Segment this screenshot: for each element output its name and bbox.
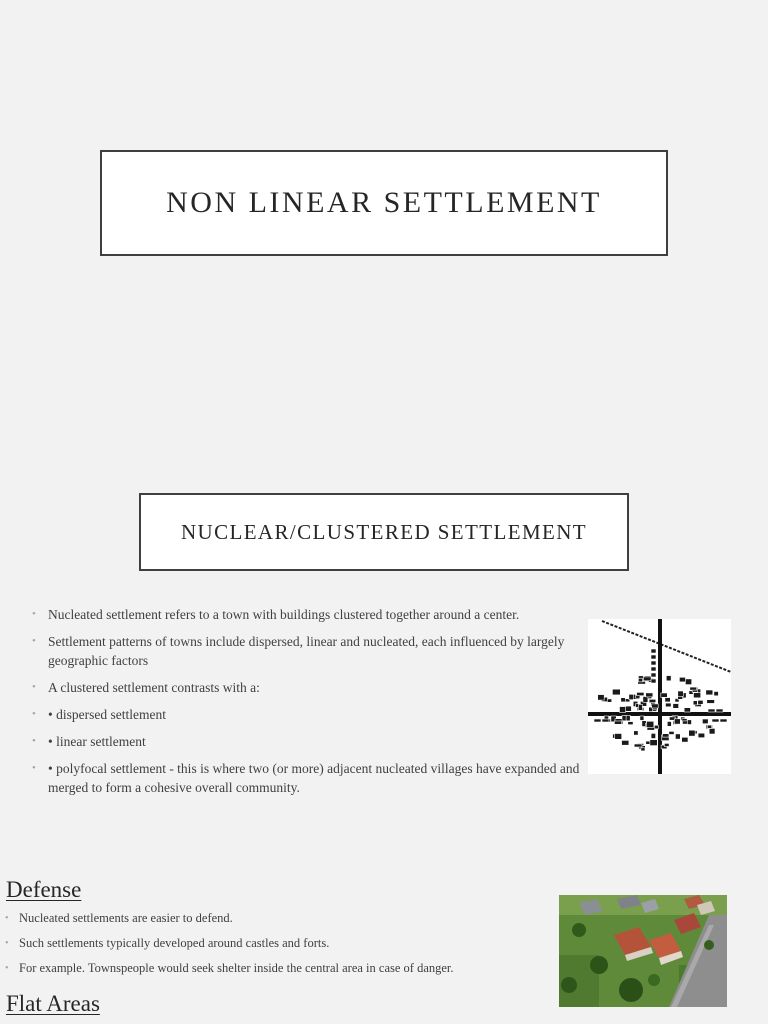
bullet-dot-icon: •	[32, 762, 36, 774]
house-mark	[693, 701, 697, 705]
house-mark	[674, 719, 680, 724]
list-item	[4, 910, 544, 927]
house-mark	[634, 731, 638, 735]
slide-heading: NUCLEAR/CLUSTERED SETTLEMENT	[180, 519, 588, 544]
bullet-dot-icon: •	[5, 963, 9, 974]
bullet-dot-icon: •	[5, 938, 9, 949]
title-box	[100, 150, 668, 256]
house-mark	[707, 700, 715, 704]
heading-box	[139, 493, 629, 571]
house-mark	[665, 698, 670, 702]
nucleated-settlement-diagram	[588, 619, 731, 774]
house-mark	[650, 740, 657, 746]
list-item	[30, 632, 585, 670]
house-mark	[614, 721, 621, 724]
house-mark	[612, 689, 620, 695]
house-mark	[690, 687, 697, 690]
house-mark	[594, 719, 601, 722]
house-mark	[621, 698, 626, 702]
list-item	[4, 960, 544, 977]
house-mark	[651, 655, 656, 659]
house-mark	[622, 715, 626, 720]
house-mark	[637, 692, 644, 695]
house-mark	[666, 703, 672, 707]
house-mark	[694, 693, 701, 698]
house-mark	[652, 704, 659, 708]
house-mark	[712, 719, 719, 722]
house-mark	[708, 709, 715, 712]
bullet-dot-icon: •	[32, 635, 36, 647]
defense-title: Defense	[6, 877, 82, 902]
flat-areas-title: Flat Areas	[6, 991, 100, 1016]
list-item	[4, 935, 544, 952]
house-mark	[698, 700, 703, 704]
slide-title	[0, 0, 768, 433]
house-mark	[651, 661, 656, 665]
house-mark	[615, 734, 622, 740]
house-mark	[666, 676, 671, 681]
bullet-dot-icon: •	[32, 608, 36, 620]
bullet-text: Nucleated settlement refers to a town with buildings clustered together around a center.	[48, 607, 520, 622]
house-mark	[661, 693, 668, 697]
list-item	[30, 678, 585, 697]
bullet-text: • polyfocal settlement - this is where two (or more) adjacent nucleated villages have expanded and merged to form a cohesive overall community.	[48, 761, 580, 795]
slide-nuclear-settlement	[0, 433, 768, 1024]
house-mark	[679, 677, 685, 682]
house-mark	[647, 721, 654, 727]
house-mark	[675, 734, 680, 739]
list-item	[30, 605, 585, 624]
house-mark	[651, 649, 656, 653]
house-mark	[629, 694, 634, 699]
house-mark	[638, 704, 642, 710]
house-mark	[641, 748, 645, 751]
bullet-text: • dispersed settlement	[48, 707, 166, 722]
house-mark	[682, 737, 688, 742]
village-aerial-photo	[559, 895, 727, 1007]
house-mark	[687, 720, 691, 725]
bullet-text: Nucleated settlements are easier to defend.	[19, 911, 233, 925]
main-bullet-list	[30, 605, 585, 805]
house-mark	[667, 722, 671, 727]
house-mark	[628, 722, 633, 725]
house-mark	[714, 692, 719, 696]
bullet-text: • linear settlement	[48, 734, 146, 749]
house-mark	[602, 719, 609, 722]
house-mark	[720, 719, 727, 722]
house-mark	[620, 707, 626, 713]
house-mark	[709, 728, 715, 734]
house-mark	[622, 740, 629, 745]
house-mark	[684, 708, 690, 712]
bullet-dot-icon: •	[5, 913, 9, 924]
house-mark	[664, 743, 669, 746]
house-mark	[685, 679, 691, 685]
house-mark	[640, 716, 644, 720]
defense-bullet-list	[4, 910, 544, 985]
house-mark	[702, 719, 708, 724]
list-item	[30, 732, 585, 751]
house-mark	[678, 691, 684, 696]
house-mark	[698, 733, 705, 738]
house-mark	[643, 677, 651, 681]
house-mark	[706, 690, 713, 695]
house-mark	[689, 730, 695, 736]
house-mark	[651, 679, 656, 683]
list-item	[30, 759, 585, 797]
house-mark	[669, 731, 674, 734]
house-mark	[673, 704, 679, 709]
house-mark	[716, 709, 723, 712]
house-mark	[663, 734, 669, 737]
house-mark	[707, 725, 711, 728]
house-mark	[634, 744, 642, 747]
house-mark	[646, 693, 653, 697]
house-mark	[643, 697, 648, 703]
bullet-dot-icon: •	[32, 708, 36, 720]
bullet-dot-icon: •	[32, 735, 36, 747]
bullet-text: Settlement patterns of towns include dispersed, linear and nucleated, each influenced by largely geographic factors	[48, 634, 565, 668]
bullet-dot-icon: •	[32, 681, 36, 693]
bullet-text: A clustered settlement contrasts with a:	[48, 680, 260, 695]
bullet-text: For example. Townspeople would seek shelter inside the central area in case of danger.	[19, 961, 454, 975]
house-mark	[638, 678, 642, 682]
house-mark	[598, 695, 605, 701]
house-mark	[651, 667, 656, 671]
bullet-text: Such settlements typically developed around castles and forts.	[19, 936, 330, 950]
house-mark	[651, 733, 656, 738]
slide-title-text: NON LINEAR SETTLEMENT	[166, 186, 602, 219]
house-mark	[651, 673, 656, 677]
list-item	[30, 705, 585, 724]
